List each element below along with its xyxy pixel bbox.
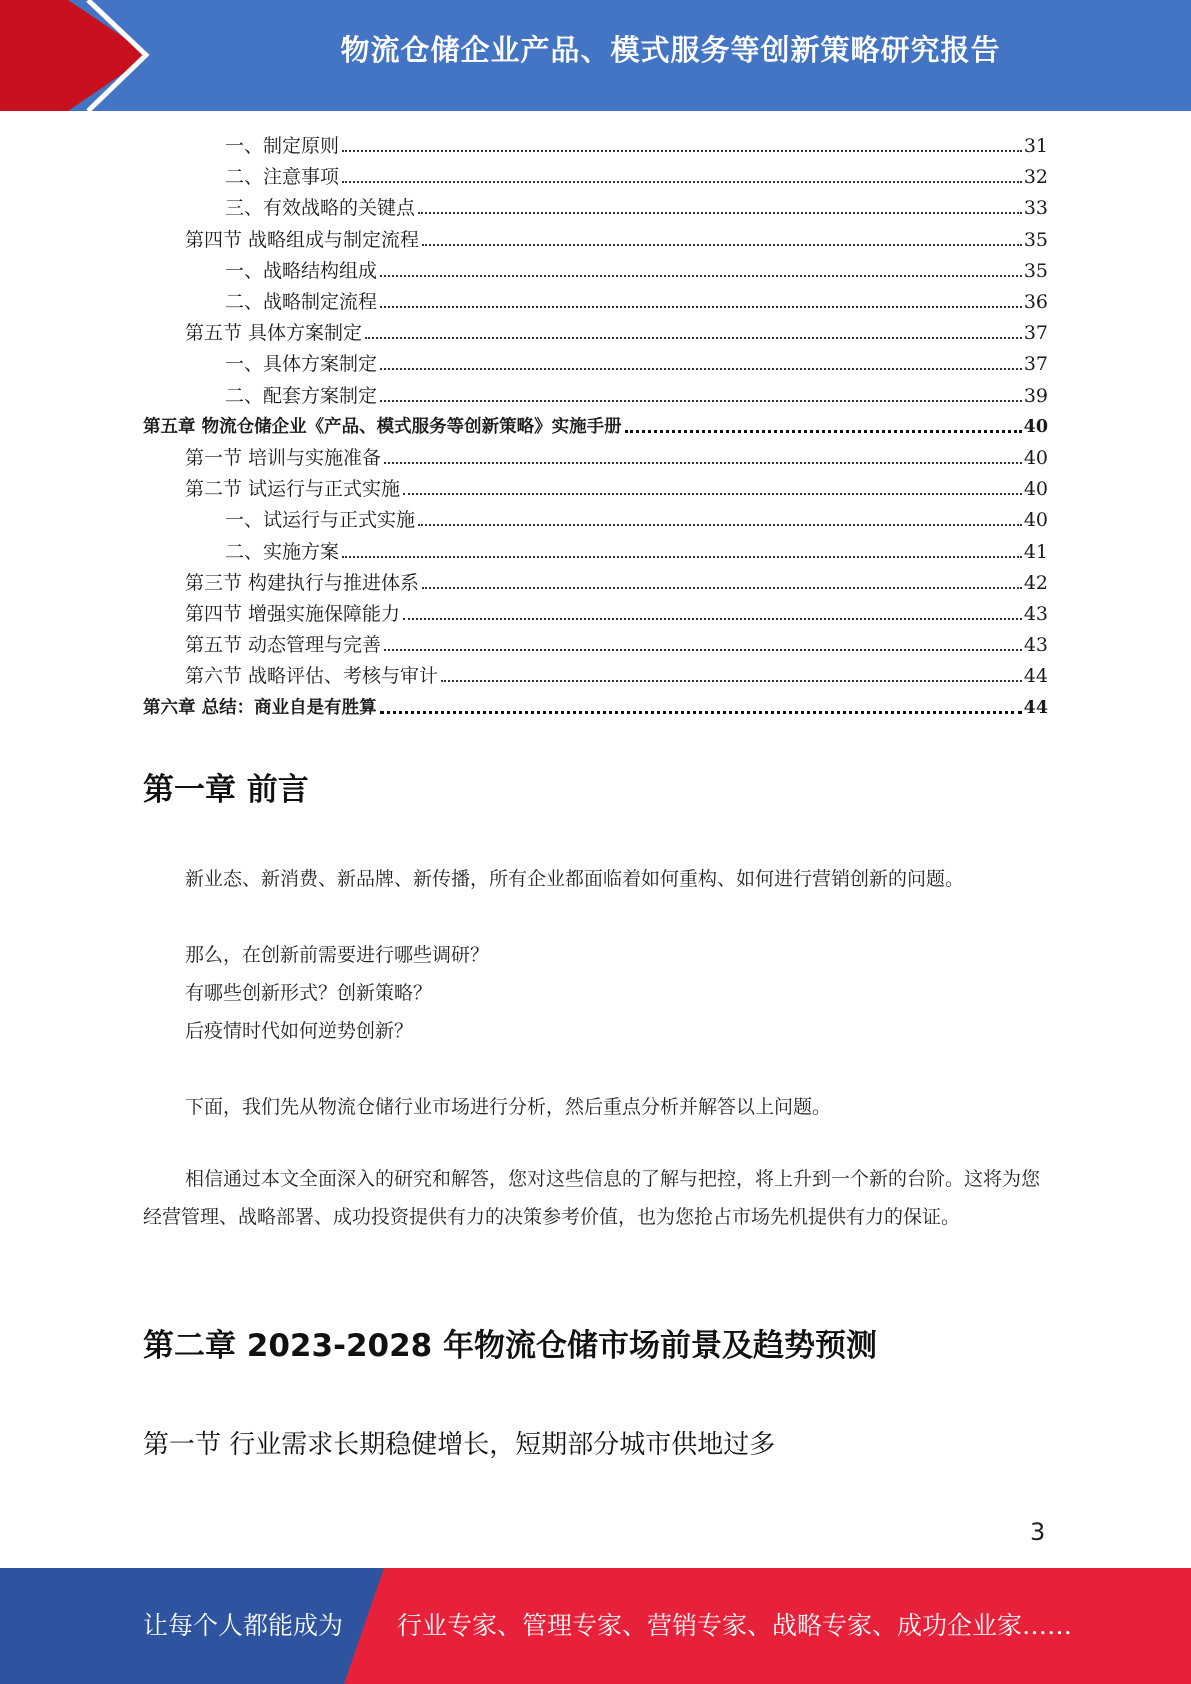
- toc-entry-label: 二、配套方案制定: [225, 384, 378, 407]
- toc-entry-label: 二、实施方案: [225, 540, 340, 563]
- toc-entry-label: 一、制定原则: [225, 135, 340, 157]
- report-title: 物流仓储企业产品、模式服务等创新策略研究报告: [340, 33, 1001, 67]
- toc-entry[interactable]: [185, 470, 1048, 501]
- toc-entry-label: 二、注意事项: [225, 166, 340, 189]
- paragraph: 相信通过本文全面深入的研究和解答，您对这些信息的了解与把控，将上升到一个新的台阶。这将为您经营管理、战略部署、成功投资提供有力的决策参考价值，也为您抢占市场先机提供有力的保证。: [143, 1168, 1041, 1228]
- toc-leader-dots: [422, 244, 1022, 246]
- toc-leader-dots: [403, 493, 1022, 495]
- toc-entry[interactable]: [185, 595, 1048, 626]
- toc-entry-page: 44: [1023, 665, 1048, 688]
- section-heading: 第一节 行业需求长期稳健增长，短期部分城市供地过多: [143, 1430, 776, 1460]
- toc-leader-dots: [380, 400, 1022, 402]
- toc-entry-label: 第五章 物流仓储企业《产品、模式服务等创新策略》实施手册: [143, 416, 622, 437]
- toc-entry[interactable]: [185, 439, 1048, 470]
- toc-entry[interactable]: [225, 158, 1048, 189]
- toc-entry-label: 第五节 具体方案制定: [185, 322, 363, 345]
- toc-entry-label: 第二节 试运行与正式实施: [185, 478, 401, 501]
- chapter-2-heading: 第二章 2023-2028 年物流仓储市场前景及趋势预测: [143, 1328, 878, 1364]
- toc-entry-page: 35: [1023, 228, 1048, 251]
- toc-entry[interactable]: [225, 283, 1048, 314]
- toc-entry-page: 44: [1023, 697, 1048, 718]
- toc-entry-label: 一、试运行与正式实施: [225, 509, 416, 532]
- toc-entry-label: 第一节 培训与实施准备: [185, 447, 382, 469]
- toc-leader-dots: [384, 462, 1022, 464]
- toc-entry-label: 第四节 增强实施保障能力: [185, 603, 401, 625]
- toc-entry[interactable]: [185, 564, 1048, 595]
- toc-entry-label: 二、战略制定流程: [225, 291, 378, 313]
- toc-entry-label: 一、具体方案制定: [225, 353, 378, 376]
- toc-entry[interactable]: [225, 345, 1048, 376]
- toc-entry-page: 40: [1023, 509, 1048, 532]
- toc-entry[interactable]: [225, 501, 1048, 532]
- toc-leader-dots: [403, 618, 1022, 620]
- toc-entry[interactable]: [225, 533, 1048, 564]
- toc-entry-label: 第六节 战略评估、考核与审计: [185, 665, 439, 688]
- footer-slogan-left: 让每个人都能成为: [143, 1611, 344, 1640]
- toc-leader-dots: [380, 275, 1022, 277]
- page-footer: [0, 1568, 1191, 1684]
- toc-leader-dots: [365, 337, 1022, 339]
- toc-entry-page: 39: [1023, 384, 1048, 407]
- toc-entry-page: 40: [1023, 447, 1048, 469]
- question-line: 有哪些创新形式？创新策略？: [185, 982, 433, 1004]
- toc-entry-page: 37: [1023, 353, 1048, 376]
- toc-entry-label: 三、有效战略的关键点: [225, 197, 416, 220]
- toc-entry[interactable]: [185, 314, 1048, 345]
- toc-entry[interactable]: [225, 189, 1048, 220]
- toc-entry-page: 41: [1023, 540, 1048, 563]
- toc-entry-page: 36: [1023, 291, 1048, 313]
- question-line: 后疫情时代如何逆势创新？: [185, 1020, 414, 1042]
- toc-leader-dots: [625, 430, 1022, 433]
- toc-entry-page: 40: [1023, 478, 1048, 501]
- toc-leader-dots: [384, 649, 1022, 651]
- toc-leader-dots: [441, 680, 1022, 682]
- toc-leader-dots: [380, 711, 1022, 714]
- toc-leader-dots: [418, 524, 1022, 526]
- toc-entry-label: 第三节 构建执行与推进体系: [185, 571, 420, 594]
- paragraph: 新业态、新消费、新品牌、新传播，所有企业都面临着如何重构、如何进行营销创新的问题。: [185, 868, 965, 890]
- toc-leader-dots: [342, 181, 1022, 183]
- toc-leader-dots: [380, 306, 1022, 308]
- toc-leader-dots: [422, 587, 1022, 589]
- toc-entry-label: 一、战略结构组成: [225, 259, 378, 282]
- toc-entry[interactable]: [143, 689, 1048, 720]
- toc-entry-page: 43: [1023, 634, 1048, 657]
- toc-entry-label: 第六章 总结：商业自是有胜算: [143, 697, 377, 718]
- toc-entry[interactable]: [225, 252, 1048, 283]
- footer-slogan-right: 行业专家、管理专家、营销专家、战略专家、成功企业家……: [397, 1611, 1073, 1640]
- toc-entry[interactable]: [225, 377, 1048, 408]
- toc-entry-label: 第四节 战略组成与制定流程: [185, 228, 420, 251]
- paragraph: 下面，我们先从物流仓储行业市场进行分析，然后重点分析并解答以上问题。: [185, 1096, 832, 1118]
- toc-entry[interactable]: [185, 626, 1048, 657]
- header-red-chevron: [0, 0, 170, 111]
- toc-entry-page: 32: [1023, 166, 1048, 189]
- toc-entry[interactable]: [225, 127, 1048, 158]
- toc-entry-page: 35: [1023, 259, 1048, 282]
- toc-entry-page: 37: [1023, 322, 1048, 345]
- toc-entry-page: 31: [1023, 135, 1048, 157]
- toc-leader-dots: [342, 150, 1022, 152]
- chapter-1-heading: 第一章 前言: [143, 772, 309, 808]
- page-header: [0, 0, 1191, 111]
- toc-entry[interactable]: [185, 221, 1048, 252]
- toc-entry-page: 33: [1023, 197, 1048, 220]
- question-line: 那么，在创新前需要进行哪些调研？: [185, 944, 490, 966]
- toc-entry[interactable]: [185, 657, 1048, 688]
- toc-entry-page: 43: [1023, 603, 1048, 625]
- toc-entry[interactable]: [143, 408, 1048, 439]
- toc-leader-dots: [342, 556, 1022, 558]
- toc-leader-dots: [380, 368, 1022, 370]
- toc-entry-label: 第五节 动态管理与完善: [185, 634, 382, 657]
- toc-leader-dots: [418, 212, 1022, 214]
- toc-entry-page: 42: [1023, 571, 1048, 594]
- toc-entry-page: 40: [1023, 416, 1048, 437]
- page-number: 3: [1030, 1518, 1046, 1546]
